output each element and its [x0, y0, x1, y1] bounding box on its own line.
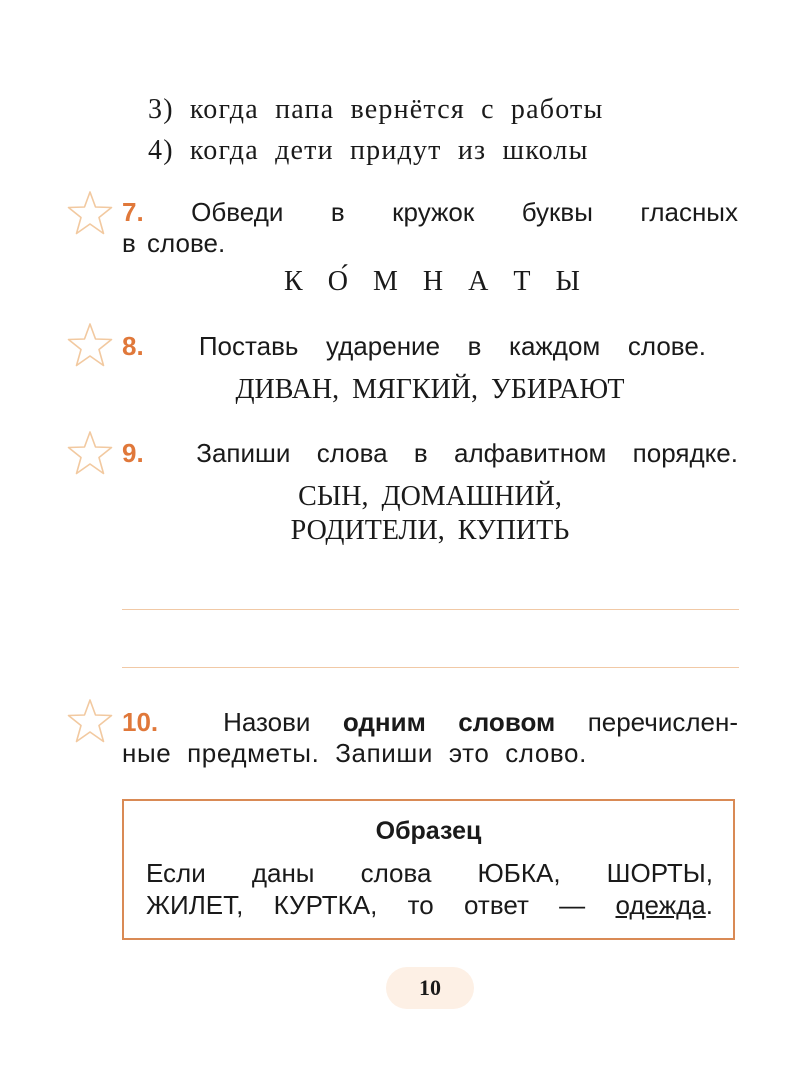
letter[interactable]: М: [372, 266, 398, 297]
sample-title: Образец: [375, 817, 482, 845]
page-number: 10: [419, 975, 441, 1000]
page-number-badge: [386, 967, 474, 1009]
star-icon: [66, 698, 114, 744]
answer-option-3: 3) когда папа вернётся с работы: [148, 94, 604, 125]
task-10-instruction-line2: ные предметы. Запиши это слово.: [122, 738, 587, 768]
letter[interactable]: А: [468, 266, 489, 297]
emphasis-text: одним словом: [342, 707, 556, 737]
sample-answer: одежда: [615, 890, 706, 920]
letter[interactable]: Н: [422, 266, 444, 297]
star-icon: [66, 190, 114, 236]
task-7-number: 7.: [122, 197, 144, 227]
task-9-instruction: 9. Запиши слова в алфавитном порядке.: [122, 438, 738, 468]
answer-option-4: 4) когда дети придут из школы: [148, 135, 589, 166]
task-8-words[interactable]: ДИВАН, МЯГКИЙ, УБИРАЮТ: [235, 374, 625, 405]
sample-line-1: Если даны слова ЮБКА, ШОРТЫ,: [146, 858, 713, 888]
task-7-instruction-line2: в слове.: [122, 228, 226, 258]
task-9-number: 9.: [122, 438, 144, 468]
task-10-number: 10.: [122, 707, 159, 737]
task-8-instruction: 8. Поставь ударение в каждом слове.: [122, 331, 706, 361]
sample-box: [122, 799, 735, 940]
task-8-number: 8.: [122, 331, 144, 361]
task-9-words-line2: РОДИТЕЛИ, КУПИТЬ: [290, 515, 570, 546]
letter[interactable]: О́: [327, 266, 348, 297]
letter[interactable]: Ы: [555, 266, 580, 297]
task-7-instruction-line1: 7. Обведи в кружок буквы гласных: [122, 197, 738, 227]
task-9-words-line1: СЫН, ДОМАШНИЙ,: [298, 481, 562, 512]
star-icon: [66, 322, 114, 368]
task-10-instruction-line1: 10. Назови одним словом перечислен-: [122, 707, 738, 737]
answer-line-1[interactable]: [122, 609, 739, 610]
sample-line-2: ЖИЛЕТ, КУРТКА, то ответ — одежда.: [146, 890, 713, 920]
letter[interactable]: Т: [513, 266, 531, 297]
answer-line-2[interactable]: [122, 667, 739, 668]
task-7-word: [284, 266, 580, 298]
star-icon: [66, 430, 114, 476]
letter[interactable]: К: [284, 266, 303, 297]
